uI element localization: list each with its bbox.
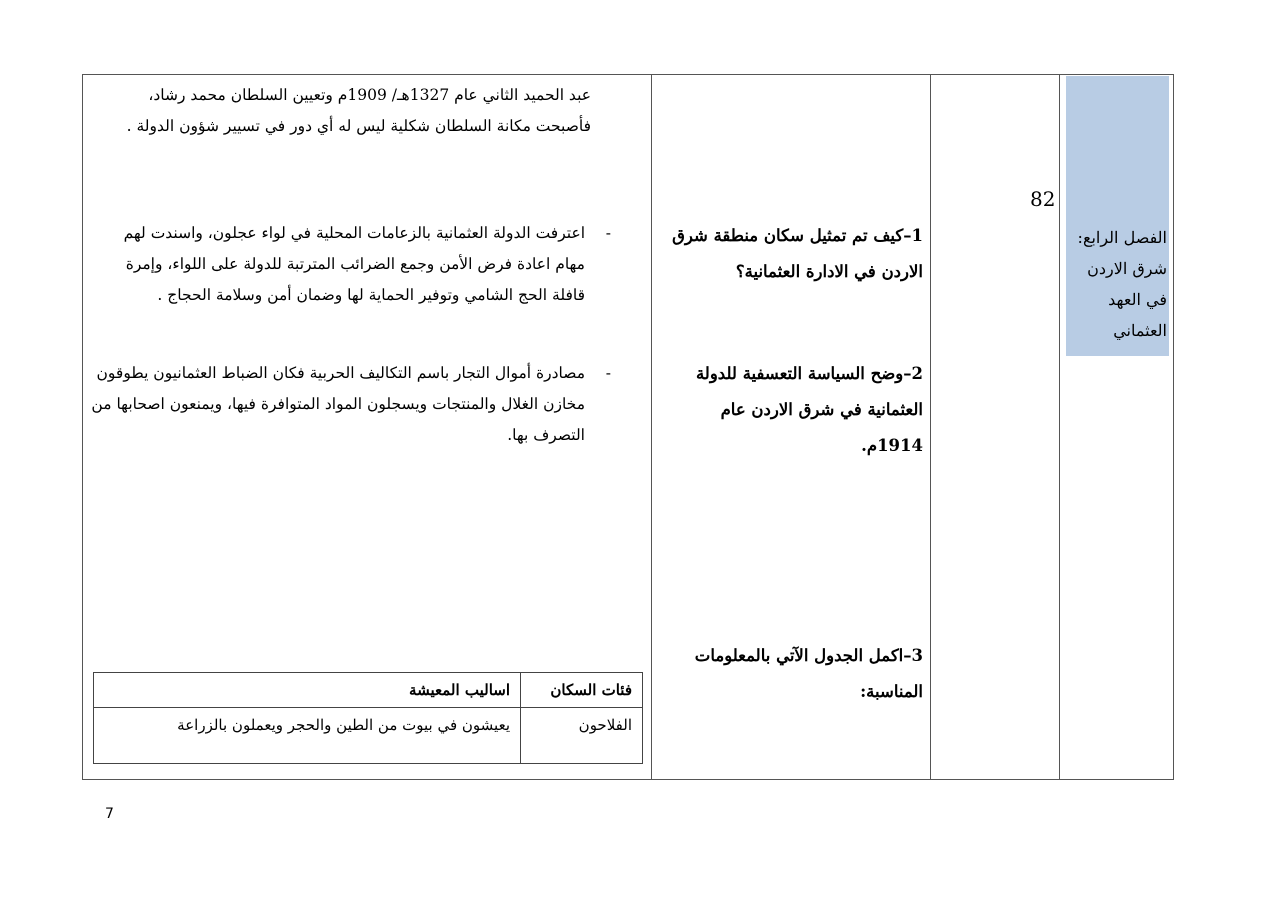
- living-styles-table: [93, 672, 643, 764]
- chapter-line: العثماني: [1113, 321, 1167, 340]
- page-number: 7: [105, 806, 114, 822]
- question-2: 2–وضح السياسة التعسفية للدولة العثمانية في شرق الاردن عام 1914م.: [695, 364, 923, 455]
- chapter-title: [1071, 222, 1167, 346]
- bullet-text: اعترفت الدولة العثمانية بالزعامات المحلية في لواء عجلون، واسندت لهم مهام اعادة فرض الأمن وجمع الضرائب المترتبة للدولة على اللواء، وإمرة قافلة الحج الشامي وتوفير الحماية لها وضمان أمن وسلامة الحجاج .: [123, 224, 585, 304]
- column-divider: [651, 74, 652, 780]
- chapter-line: الفصل الرابع:: [1077, 228, 1167, 247]
- table-cell: الفلاحون: [521, 708, 643, 764]
- answer-bullet-1: [91, 218, 611, 311]
- question-3: 3–اكمل الجدول الآتي بالمعلومات المناسبة:: [694, 646, 923, 701]
- question-1: 1–كيف تم تمثيل سكان منطقة شرق الاردن في الادارة العثمانية؟: [672, 226, 923, 281]
- table-header-row: [94, 673, 643, 708]
- bullet-marker: -: [605, 364, 611, 382]
- column-divider: [1059, 74, 1060, 780]
- column-divider: [930, 74, 931, 780]
- bullet-text: مصادرة أموال التجار باسم التكاليف الحربية فكان الضباط العثمانيون يطوقون مخازن الغلال والمنتجات ويسجلون المواد المتوافرة فيها، ويمنعون اصحابها من التصرف بها.: [91, 364, 585, 444]
- chapter-line: شرق الاردن: [1087, 259, 1167, 278]
- table-header: فئات السكان: [521, 673, 643, 708]
- table-cell: يعيشون في بيوت من الطين والحجر ويعملون بالزراعة: [94, 708, 521, 764]
- answer-bullet-2: [91, 358, 611, 451]
- textbook-page-ref: 82: [1030, 187, 1056, 211]
- table-header: اساليب المعيشة: [94, 673, 521, 708]
- bullet-marker: -: [605, 224, 611, 242]
- table-row: [94, 708, 643, 764]
- chapter-line: في العهد: [1108, 290, 1167, 309]
- answer-intro: عبد الحميد الثاني عام 1327هـ/ 1909م وتعيين السلطان محمد رشاد، فأصبحت مكانة السلطان شكلية ليس له أي دور في تسيير شؤون الدولة .: [126, 86, 591, 135]
